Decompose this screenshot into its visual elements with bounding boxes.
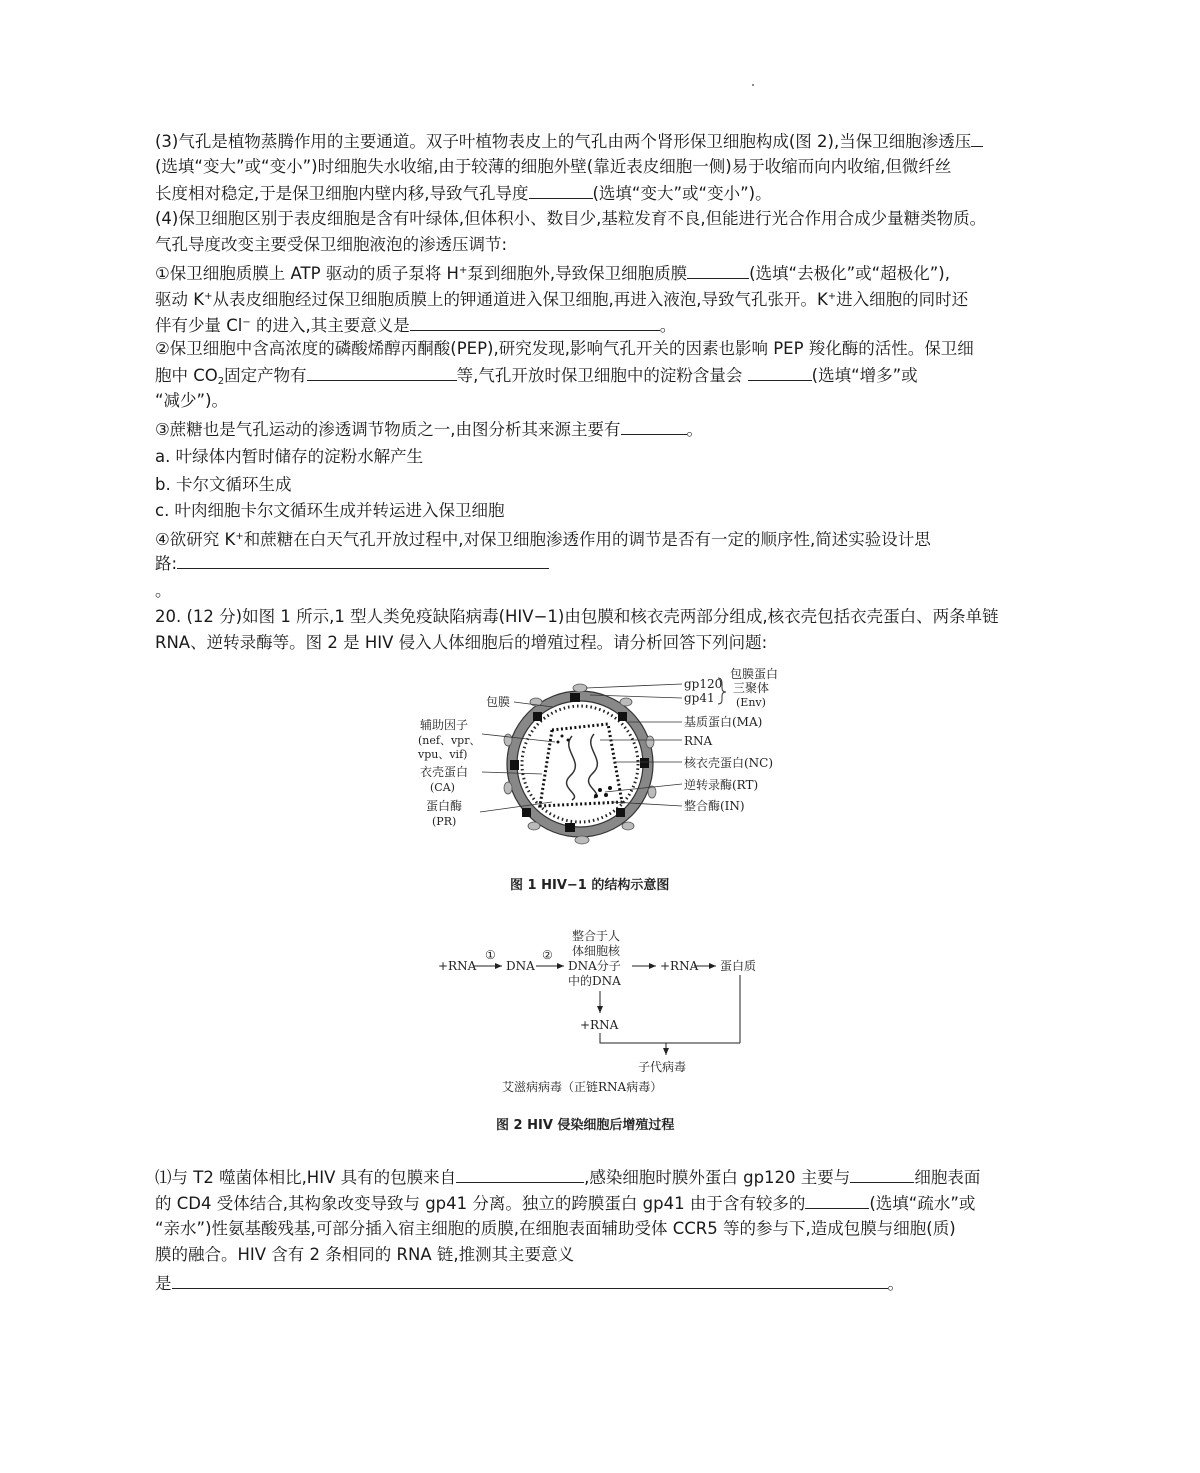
label-envelope: 包膜 (486, 695, 511, 709)
q18-sub1-line3: 伴有少量 Cl− 的进入,其主要意义是 。 (155, 310, 1055, 339)
label-aux-3: vpu、vif) (418, 748, 468, 761)
label-nc: 核衣壳蛋白(NC) (684, 756, 774, 770)
q18-option-c: c. 叶肉细胞卡尔文循环生成并转运进入保卫细胞 (155, 501, 505, 520)
label-env-2: 三聚体 (733, 681, 770, 695)
q20-part1-line3: “亲水”)性氨基酸残基,可部分插入宿主细胞的质膜,在细胞表面辅助受体 CCR5 等的参与下,造成包膜与细胞(质) (155, 1219, 956, 1238)
q18-sub2-line2: 胞中 $CO_2$固定产物有 等,气孔开放时保卫细胞中的淀粉含量会 (选填“增多”或 (155, 362, 1055, 395)
q20-part1-line4: 膜的融合。HIV 含有 2 条相同的 RNA 链,推测其主要意义 (155, 1245, 575, 1264)
q18-part3-line3: 长度相对稳定,于是保卫细胞内壁内移,导致气孔导度 (选填“变大”或“变小”)。 (155, 180, 1055, 207)
q20-intro-line2: RNA、逆转录酶等。图 2 是 HIV 侵入人体细胞后的增殖过程。请分析回答下列问题: (155, 633, 768, 652)
q18-part3-line2: (选填“变大”或“变小”)时细胞失水收缩,由于较薄的细胞外壁(靠近表皮细胞一侧)易于收缩而向内收缩,但微纤丝 (155, 157, 952, 176)
hiv-replication-diagram (430, 925, 780, 1097)
label-ca-1: 衣壳蛋白 (420, 765, 469, 779)
answer-blank[interactable] (748, 362, 812, 381)
answer-blank[interactable] (172, 1270, 888, 1289)
label-plus-rna-2: +RNA (660, 959, 699, 973)
label-progeny: 子代病毒 (638, 1060, 687, 1074)
label-pr-1: 蛋白酶 (426, 799, 463, 813)
q18-sub4-line2: 路: (155, 550, 1055, 577)
q18-sub2-line3: “减少”)。 (155, 391, 229, 410)
label-step-2: ② (542, 948, 553, 962)
label-gp120: gp120 (684, 677, 723, 691)
answer-blank[interactable] (177, 550, 549, 569)
q18-option-b: b. 卡尔文循环生成 (155, 475, 292, 494)
label-integrate-2: 体细胞核 (572, 944, 621, 958)
label-plus-rna: +RNA (438, 959, 477, 973)
label-integrate-4: 中的DNA (568, 974, 621, 988)
envelope-ring (512, 696, 648, 832)
rna-strand (589, 734, 598, 798)
answer-blank[interactable] (456, 1164, 584, 1183)
q18-option-a: a. 叶绿体内暂时储存的淀粉水解产生 (155, 447, 424, 466)
answer-blank[interactable] (805, 1190, 869, 1209)
q18-part4-line2: 气孔导度改变主要受保卫细胞液泡的渗透压调节: (155, 235, 508, 254)
figure2-caption: 图 2 HIV 侵染细胞后增殖过程 (496, 1118, 675, 1133)
label-integrate-1: 整合于人 (572, 929, 621, 943)
q20-part1-line2: 的 CD4 受体结合,其构象改变导致与 gp41 分离。独立的跨膜蛋白 gp41 由于含有较多的 (选填“疏水”或 (155, 1190, 1055, 1217)
label-env-3: (Env) (736, 696, 766, 709)
q18-sub1-line1: ①保卫细胞质膜上 ATP 驱动的质子泵将 H+泵到细胞外,导致保卫细胞质膜 (选填“去极化”或“超极化”), (155, 258, 1055, 287)
page-dot (752, 84, 754, 86)
answer-blank[interactable] (621, 416, 687, 435)
label-dna: DNA (506, 959, 535, 973)
q18-sub4-line1: ④欲研究 K+和蔗糖在白天气孔开放过程中,对保卫细胞渗透作用的调节是否有一定的顺序性,简述实验设计思 (155, 530, 931, 549)
label-aux-2: (nef、vpr、 (418, 734, 481, 747)
connector-line (600, 1033, 740, 1043)
label-integrate-3: DNA分子 (568, 959, 621, 973)
label-gp41: gp41 (684, 691, 715, 705)
label-env-1: 包膜蛋白 (730, 667, 779, 681)
matrix-protein-ring (522, 706, 638, 822)
env-spikes (504, 684, 656, 844)
q18-part3-line1: (3)气孔是植物蒸腾作用的主要通道。双子叶植物表皮上的气孔由两个肾形保卫细胞构成(图 2),当保卫细胞渗透压 (155, 128, 1055, 155)
figure1-caption: 图 1 HIV−1 的结构示意图 (510, 878, 670, 893)
label-diagram-subtitle: 艾滋病病毒（正链RNA病毒） (502, 1080, 663, 1094)
q18-sub2-line1: ②保卫细胞中含高浓度的磷酸烯醇丙酮酸(PEP),研究发现,影响气孔开关的因素也影响 PEP 羧化酶的活性。保卫细 (155, 339, 974, 358)
answer-blank[interactable] (971, 128, 983, 147)
q18-sub3-line1: ③蔗糖也是气孔运动的渗透调节物质之一,由图分析其来源主要有 。 (155, 416, 1055, 443)
answer-blank[interactable] (307, 362, 457, 381)
label-aux-1: 辅助因子 (420, 718, 469, 732)
label-in: 整合酶(IN) (684, 799, 745, 813)
label-rt: 逆转录酶(RT) (684, 778, 759, 792)
q18-sub1-line2: 驱动 K+从表皮细胞经过保卫细胞质膜上的钾通道进入保卫细胞,再进入液泡,导致气孔张开。K+进入细胞的同时还 (155, 290, 969, 309)
answer-blank[interactable] (850, 1164, 914, 1183)
q18-sub4-line3: 。 (155, 581, 172, 600)
label-pr-2: (PR) (432, 815, 457, 828)
q20-part1-line5: 是 。 (155, 1270, 1055, 1297)
capsid-cone (540, 724, 622, 806)
label-ca-2: (CA) (430, 781, 455, 794)
answer-blank[interactable] (687, 260, 749, 279)
label-ma: 基质蛋白(MA) (684, 715, 763, 729)
answer-blank[interactable] (529, 180, 593, 199)
rna-strand (567, 736, 576, 800)
hiv-structure-diagram (400, 662, 800, 867)
label-plus-rna-3: +RNA (580, 1018, 619, 1032)
label-step-1: ① (485, 948, 496, 962)
q20-intro-line1: 20. (12 分)如图 1 所示,1 型人类免疫缺陷病毒(HIV−1)由包膜和核衣壳两部分组成,核衣壳包括衣壳蛋白、两条单链 (155, 607, 999, 626)
q20-part1-line1: ⑴与 T2 噬菌体相比,HIV 具有的包膜来自 ,感染细胞时膜外蛋白 gp120 主要与 细胞表面 (155, 1164, 1055, 1191)
label-rna: RNA (684, 734, 713, 748)
label-protein: 蛋白质 (720, 959, 757, 973)
q18-part4-line1: (4)保卫细胞区别于表皮细胞是含有叶绿体,但体积小、数目少,基粒发育不良,但能进行光合作用合成少量糖类物质。 (155, 209, 987, 228)
answer-blank[interactable] (410, 312, 660, 331)
